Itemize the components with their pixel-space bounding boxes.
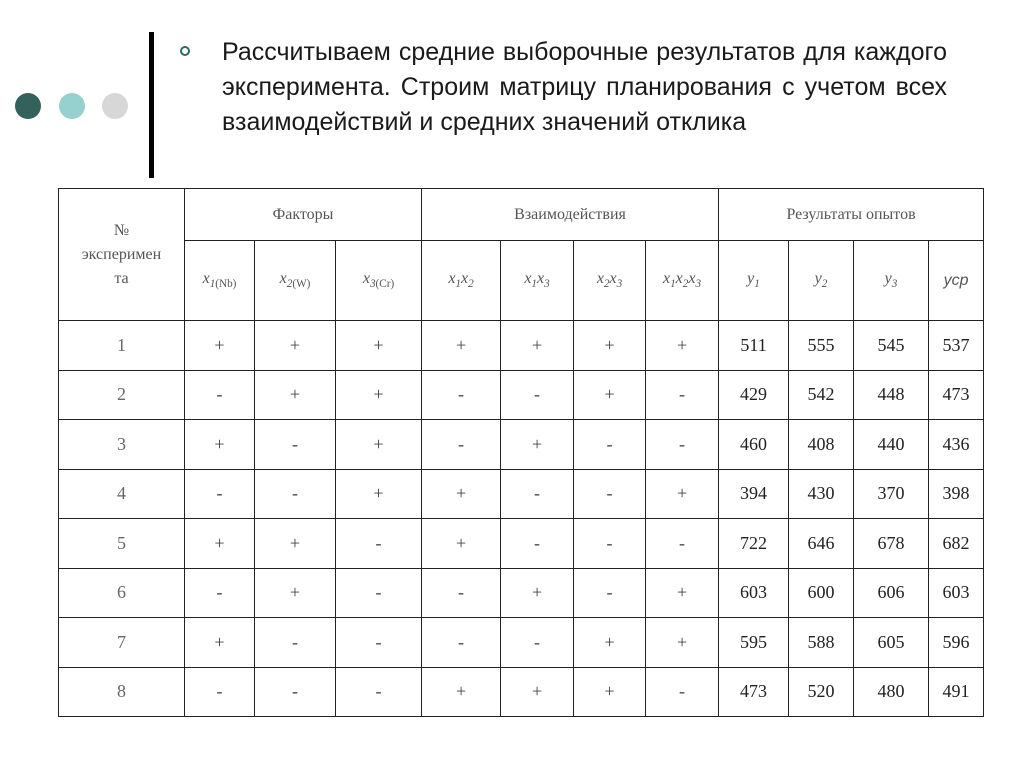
level-sign-cell: +	[336, 420, 422, 470]
level-sign-cell: +	[255, 370, 336, 420]
result-value-cell: 603	[719, 568, 789, 618]
table-row	[59, 370, 984, 420]
result-value-cell: 429	[719, 370, 789, 420]
result-value-cell: 555	[789, 321, 854, 371]
level-sign-cell: -	[336, 519, 422, 569]
level-sign-cell: -	[574, 420, 646, 470]
experiment-number-cell: 2	[59, 370, 185, 420]
table-row	[59, 568, 984, 618]
result-value-cell: 596	[929, 618, 984, 668]
table-row	[59, 321, 984, 371]
level-sign-cell: +	[336, 321, 422, 371]
level-sign-cell: +	[422, 519, 501, 569]
result-value-cell: 491	[929, 667, 984, 717]
header-number-sign: №	[113, 221, 130, 239]
col-header-x1x2: $x_1x_2$	[422, 241, 501, 321]
col-header-y1: $y_1$	[719, 241, 789, 321]
level-sign-cell: +	[574, 370, 646, 420]
level-sign-cell: +	[646, 568, 719, 618]
result-value-cell: 588	[789, 618, 854, 668]
col-header-x2: $x_{2(W)}$	[255, 241, 336, 321]
result-value-cell: 480	[854, 667, 929, 717]
level-sign-cell: -	[336, 667, 422, 717]
level-sign-cell: -	[646, 420, 719, 470]
level-sign-cell: -	[574, 469, 646, 519]
decor-dot-teal	[59, 93, 85, 119]
vertical-divider	[149, 32, 154, 178]
result-value-cell: 545	[854, 321, 929, 371]
level-sign-cell: -	[185, 469, 255, 519]
level-sign-cell: +	[501, 568, 574, 618]
level-sign-cell: -	[422, 370, 501, 420]
level-sign-cell: +	[574, 618, 646, 668]
level-sign-cell: +	[422, 469, 501, 519]
col-header-x1: $x_{1(Nb)}$	[185, 241, 255, 321]
result-value-cell: 520	[789, 667, 854, 717]
level-sign-cell: +	[646, 321, 719, 371]
level-sign-cell: +	[422, 667, 501, 717]
level-sign-cell: +	[185, 420, 255, 470]
result-value-cell: 537	[929, 321, 984, 371]
level-sign-cell: -	[501, 519, 574, 569]
header-experiment-part1: эксперимен	[81, 245, 162, 263]
result-value-cell: 408	[789, 420, 854, 470]
result-value-cell: 436	[929, 420, 984, 470]
level-sign-cell: -	[336, 618, 422, 668]
level-sign-cell: -	[422, 568, 501, 618]
result-value-cell: 370	[854, 469, 929, 519]
level-sign-cell: +	[501, 420, 574, 470]
result-value-cell: 511	[719, 321, 789, 371]
header-experiment-part2: та	[114, 269, 129, 287]
bullet-icon	[180, 46, 190, 56]
table-row	[59, 667, 984, 717]
decor-dot-dark	[15, 93, 41, 119]
result-value-cell: 542	[789, 370, 854, 420]
level-sign-cell: -	[422, 420, 501, 470]
level-sign-cell: +	[336, 469, 422, 519]
result-value-cell: 682	[929, 519, 984, 569]
level-sign-cell: +	[646, 618, 719, 668]
level-sign-cell: +	[574, 321, 646, 371]
table-row	[59, 469, 984, 519]
col-header-x1x3: $x_1x_3$	[501, 241, 574, 321]
level-sign-cell: -	[336, 568, 422, 618]
matrix-body	[59, 321, 984, 717]
interactions-group-header: Взаимодействия	[422, 189, 719, 241]
level-sign-cell: -	[185, 667, 255, 717]
level-sign-cell: -	[501, 469, 574, 519]
result-value-cell: 398	[929, 469, 984, 519]
result-value-cell: 595	[719, 618, 789, 668]
result-value-cell: 440	[854, 420, 929, 470]
experiment-number-cell: 5	[59, 519, 185, 569]
col-header-y-average: уср	[929, 241, 984, 321]
result-value-cell: 603	[929, 568, 984, 618]
level-sign-cell: -	[646, 667, 719, 717]
level-sign-cell: -	[501, 370, 574, 420]
table-row	[59, 618, 984, 668]
level-sign-cell: +	[646, 469, 719, 519]
level-sign-cell: +	[255, 519, 336, 569]
level-sign-cell: +	[255, 321, 336, 371]
decor-dot-gray	[102, 93, 128, 119]
level-sign-cell: -	[255, 618, 336, 668]
result-value-cell: 473	[719, 667, 789, 717]
experiment-number-cell: 4	[59, 469, 185, 519]
results-group-header: Результаты опытов	[719, 189, 984, 241]
col-header-y3: $y_3$	[854, 241, 929, 321]
experiment-number-cell: 7	[59, 618, 185, 668]
level-sign-cell: +	[255, 568, 336, 618]
experiment-number-header	[59, 189, 185, 321]
level-sign-cell: +	[501, 321, 574, 371]
result-value-cell: 600	[789, 568, 854, 618]
level-sign-cell: -	[574, 568, 646, 618]
level-sign-cell: -	[646, 370, 719, 420]
level-sign-cell: -	[501, 618, 574, 668]
level-sign-cell: -	[646, 519, 719, 569]
level-sign-cell: +	[501, 667, 574, 717]
level-sign-cell: -	[255, 667, 336, 717]
col-header-x2x3: $x_2x_3$	[574, 241, 646, 321]
result-value-cell: 430	[789, 469, 854, 519]
result-value-cell: 646	[789, 519, 854, 569]
experiment-number-cell: 1	[59, 321, 185, 371]
planning-matrix-table	[58, 188, 984, 717]
result-value-cell: 473	[929, 370, 984, 420]
level-sign-cell: +	[185, 519, 255, 569]
experiment-number-cell: 3	[59, 420, 185, 470]
result-value-cell: 460	[719, 420, 789, 470]
level-sign-cell: -	[255, 469, 336, 519]
result-value-cell: 605	[854, 618, 929, 668]
factors-group-header: Факторы	[185, 189, 422, 241]
level-sign-cell: +	[185, 618, 255, 668]
result-value-cell: 394	[719, 469, 789, 519]
level-sign-cell: -	[255, 420, 336, 470]
result-value-cell: 678	[854, 519, 929, 569]
slide-heading: Рассчитываем средние выборочные результатов для каждого эксперимента. Строим матрицу планирования с учетом всех взаимодействий и средних значений отклика	[222, 38, 947, 136]
level-sign-cell: -	[574, 519, 646, 569]
result-value-cell: 722	[719, 519, 789, 569]
level-sign-cell: +	[185, 321, 255, 371]
result-value-cell: 606	[854, 568, 929, 618]
col-header-x3: $x_{3(Cr)}$	[336, 241, 422, 321]
level-sign-cell: -	[422, 618, 501, 668]
level-sign-cell: +	[574, 667, 646, 717]
table-row	[59, 519, 984, 569]
col-header-x1x2x3: $x_1x_2x_3$	[646, 241, 719, 321]
result-value-cell: 448	[854, 370, 929, 420]
experiment-number-cell: 6	[59, 568, 185, 618]
level-sign-cell: -	[185, 568, 255, 618]
table-row	[59, 420, 984, 470]
experiment-number-cell: 8	[59, 667, 185, 717]
level-sign-cell: +	[422, 321, 501, 371]
level-sign-cell: -	[185, 370, 255, 420]
level-sign-cell: +	[336, 370, 422, 420]
col-header-y2: $y_2$	[789, 241, 854, 321]
